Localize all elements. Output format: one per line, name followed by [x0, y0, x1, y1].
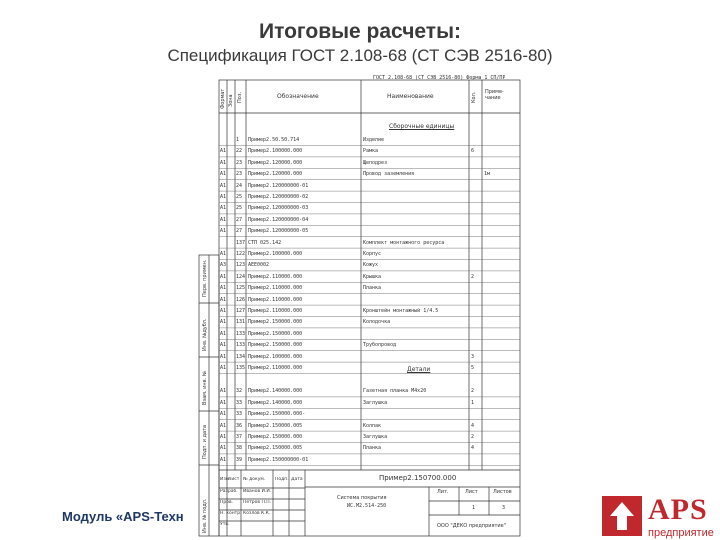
cell-designation: Пример2.50.50.714 — [248, 137, 300, 143]
cell-designation: Пример2.120000000-03 — [248, 205, 309, 212]
cell-format: A1 — [220, 342, 227, 349]
stamp-sheet-label: Лист — [465, 489, 478, 495]
cell-quantity: 1 — [471, 399, 475, 406]
cell-designation: Пример2.120000.000 — [248, 171, 303, 178]
cell-position: 33 — [236, 411, 243, 418]
cell-position: 38 — [236, 445, 243, 452]
cell-designation: СТП 025.142 — [248, 239, 282, 246]
header-zone: Зона — [228, 94, 234, 107]
cell-quantity: 4 — [471, 445, 475, 452]
cell-position: 22 — [236, 148, 243, 155]
cell-position: 23 — [236, 159, 243, 166]
stamp-cell: Изм. — [220, 477, 231, 482]
cell-designation: Пример2.150000.000 — [248, 342, 303, 349]
cell-name: Изделие — [363, 137, 385, 143]
stamp-designation: Пример2.150700.000 — [379, 474, 457, 482]
cell-name: Колпак — [363, 422, 382, 429]
cell-designation: Пример2.110000.000 — [248, 273, 303, 280]
form-note: ГОСТ 2.108-68 (СТ СЭВ 2516-80) Форма 1 СП/ПР — [373, 75, 506, 81]
cell-designation: Пример2.100000.000 — [248, 251, 303, 257]
cell-format: A1 — [220, 365, 227, 371]
cell-designation: Пример2.120000000-04 — [248, 216, 309, 223]
stamp-cell: Петров П.П. — [243, 500, 272, 505]
spec-grid — [197, 75, 521, 540]
cell-position: 24 — [236, 182, 243, 189]
cell-position: 27 — [236, 228, 243, 235]
cell-position: 126 — [236, 296, 246, 303]
stamp-sheets: 3 — [502, 505, 506, 511]
header-pos: Поз. — [237, 91, 243, 103]
cell-name: Крышка — [363, 273, 382, 280]
cell-format: A1 — [220, 411, 227, 418]
footer-module-title: Модуль «APS-Техн — [62, 509, 184, 524]
cell-quantity: 6 — [471, 148, 475, 155]
cell-name: Комплект монтажного ресурса — [363, 239, 445, 246]
stamp-cell: № докум. — [243, 477, 266, 482]
cell-format: A1 — [220, 216, 227, 223]
cell-format: A1 — [220, 182, 227, 189]
cell-note: 1м — [484, 171, 491, 178]
cell-position: 123 — [236, 262, 246, 269]
stamp-sheets-label: Листов — [493, 489, 512, 495]
cell-format: A3 — [220, 262, 227, 269]
slide-subtitle: Спецификация ГОСТ 2.108-68 (СТ СЭВ 2516-80) — [167, 46, 553, 65]
cell-format: A1 — [220, 273, 227, 280]
cell-position: 137 — [236, 239, 246, 246]
cell-quantity: 5 — [471, 365, 475, 371]
stamp-cell: Пров. — [220, 500, 234, 505]
cell-designation: Пример2.110000.000 — [248, 285, 303, 292]
cell-format: A1 — [220, 228, 227, 235]
margin-label-replace-inv: Взам. инв. № — [202, 371, 208, 405]
section-assembly: Сборочные единицы — [389, 123, 455, 130]
cell-name: Заглушка — [363, 434, 388, 440]
stamp-cell: Иванов И.И. — [243, 489, 272, 494]
cell-position: 25 — [236, 205, 243, 212]
cell-position: 124 — [236, 273, 246, 280]
cell-designation: Пример2.140000.000 — [248, 388, 303, 395]
cell-position: 37 — [236, 434, 243, 440]
cell-designation: Пример2.110000.000 — [248, 296, 303, 303]
specification-sheet — [197, 75, 521, 540]
cell-name: Планка — [363, 445, 382, 452]
logo-text: APS — [648, 493, 708, 526]
header-format: Формат — [220, 88, 226, 109]
cell-format: A1 — [220, 251, 227, 257]
cell-designation: Пример2.150000.000- — [248, 411, 306, 418]
stamp-product-code: ИС.М2.514-250 — [347, 503, 387, 509]
slide-title: Итоговые расчеты: — [258, 20, 462, 43]
cell-format: A1 — [220, 171, 227, 178]
cell-quantity: 2 — [471, 434, 475, 440]
cell-designation: Пример2.120000.000 — [248, 159, 303, 166]
cell-designation: Пример2.150000.005 — [248, 445, 303, 452]
stamp-org: ООО "ДЕКО предприятие" — [437, 523, 507, 529]
cell-position: 39 — [236, 456, 243, 463]
cell-format: A1 — [220, 330, 227, 337]
cell-designation: Пример2.100000.000 — [248, 353, 303, 360]
cell-designation: Пример2.120000000-01 — [248, 182, 309, 189]
cell-designation: Пример2.150000.000 — [248, 434, 303, 440]
stamp-product-name: Система покрытия — [337, 495, 387, 501]
cell-quantity: 3 — [471, 353, 475, 360]
cell-quantity: 2 — [471, 273, 475, 280]
header-designation: Обозначение — [277, 93, 319, 100]
cell-format: A1 — [220, 456, 227, 463]
stamp-sheet: 1 — [472, 505, 476, 511]
section-details: Детали — [407, 366, 431, 373]
cell-designation: Пример2.110000.000 — [248, 308, 303, 314]
cell-name: Провод заземления — [363, 171, 415, 178]
stamp-cell: Разраб. — [220, 489, 238, 494]
stamp-cell: Дата — [291, 477, 303, 482]
cell-position: 33 — [236, 399, 243, 406]
cell-position: 133 — [236, 330, 246, 337]
stamp-cell: Лист — [228, 477, 240, 482]
cell-designation: Пример2.120000000-02 — [248, 194, 309, 200]
cell-designation: Пример2.110000.000 — [248, 365, 303, 371]
cell-position: 134 — [236, 353, 246, 360]
cell-position: 135 — [236, 365, 246, 371]
cell-name: Щеподрез — [363, 159, 388, 166]
cell-format: A1 — [220, 399, 227, 406]
cell-name: Рамка — [363, 148, 379, 155]
cell-name: Планка — [363, 285, 382, 292]
margin-label-first-use: Перв. примен. — [202, 259, 208, 297]
margin-label-sign-date: Подп. и дата — [202, 424, 208, 459]
cell-position: 23 — [236, 171, 243, 178]
cell-name: Кронштейн монтажный 1/4.5 — [363, 308, 439, 314]
stamp-cell: Утв. — [220, 522, 230, 527]
cell-position: 1 — [236, 137, 240, 143]
cell-name: Заглушка — [363, 399, 388, 406]
cell-format: A1 — [220, 445, 227, 452]
cell-designation: Пример2.100000.000 — [248, 148, 303, 155]
cell-position: 25 — [236, 194, 243, 200]
cell-designation: Пример2.150000.000 — [248, 330, 303, 337]
cell-designation: АЕЕ0002 — [248, 262, 270, 269]
margin-label-dup-inv: Инв. №дубл. — [202, 318, 208, 351]
cell-format: A1 — [220, 319, 227, 326]
cell-designation: Пример2.150000000-01 — [248, 456, 309, 463]
logo-subtitle: предприятие — [648, 527, 714, 539]
cell-quantity: 4 — [471, 422, 475, 429]
stamp-cell: Козлов К.К. — [243, 511, 271, 516]
cell-designation: Пример2.150000.005 — [248, 422, 303, 429]
cell-position: 27 — [236, 216, 243, 223]
header-qty: Кол. — [471, 91, 477, 103]
stamp-lit-label: Лит. — [437, 489, 449, 495]
cell-position: 127 — [236, 308, 246, 314]
stamp-cell: Подп. — [275, 477, 289, 482]
cell-format: A1 — [220, 422, 227, 429]
cell-format: A1 — [220, 159, 227, 166]
cell-name: Трубопровод — [363, 342, 397, 349]
cell-designation: Пример2.140000.000 — [248, 399, 303, 406]
cell-position: 32 — [236, 388, 243, 395]
cell-designation: Пример2.120000000-05 — [248, 228, 309, 235]
cell-format: A1 — [220, 148, 227, 155]
cell-name: Газетная планка М4х20 — [363, 388, 427, 395]
cell-position: 133 — [236, 342, 246, 349]
header-name: Наименование — [387, 93, 434, 100]
cell-name: Кожух — [363, 262, 379, 269]
cell-format: A1 — [220, 434, 227, 440]
cell-name: Корпус — [363, 251, 382, 257]
cell-name: Колодочка — [363, 319, 391, 326]
cell-position: 125 — [236, 285, 246, 292]
cell-format: A1 — [220, 353, 227, 360]
stamp-cell: Н. контр. — [220, 511, 242, 516]
cell-format: A1 — [220, 205, 227, 212]
cell-quantity: 2 — [471, 388, 475, 395]
cell-format: A1 — [220, 388, 227, 395]
cell-position: 131 — [236, 319, 246, 326]
cell-format: A1 — [220, 308, 227, 314]
cell-position: 122 — [236, 251, 246, 257]
header-note: Приме-чание — [485, 89, 504, 101]
margin-label-orig-inv: Инв. № подл. — [202, 498, 208, 533]
cell-format: A1 — [220, 194, 227, 200]
cell-position: 36 — [236, 422, 243, 429]
cell-format: A1 — [220, 296, 227, 303]
cell-format: A1 — [220, 285, 227, 292]
cell-designation: Пример2.150000.000 — [248, 319, 303, 326]
